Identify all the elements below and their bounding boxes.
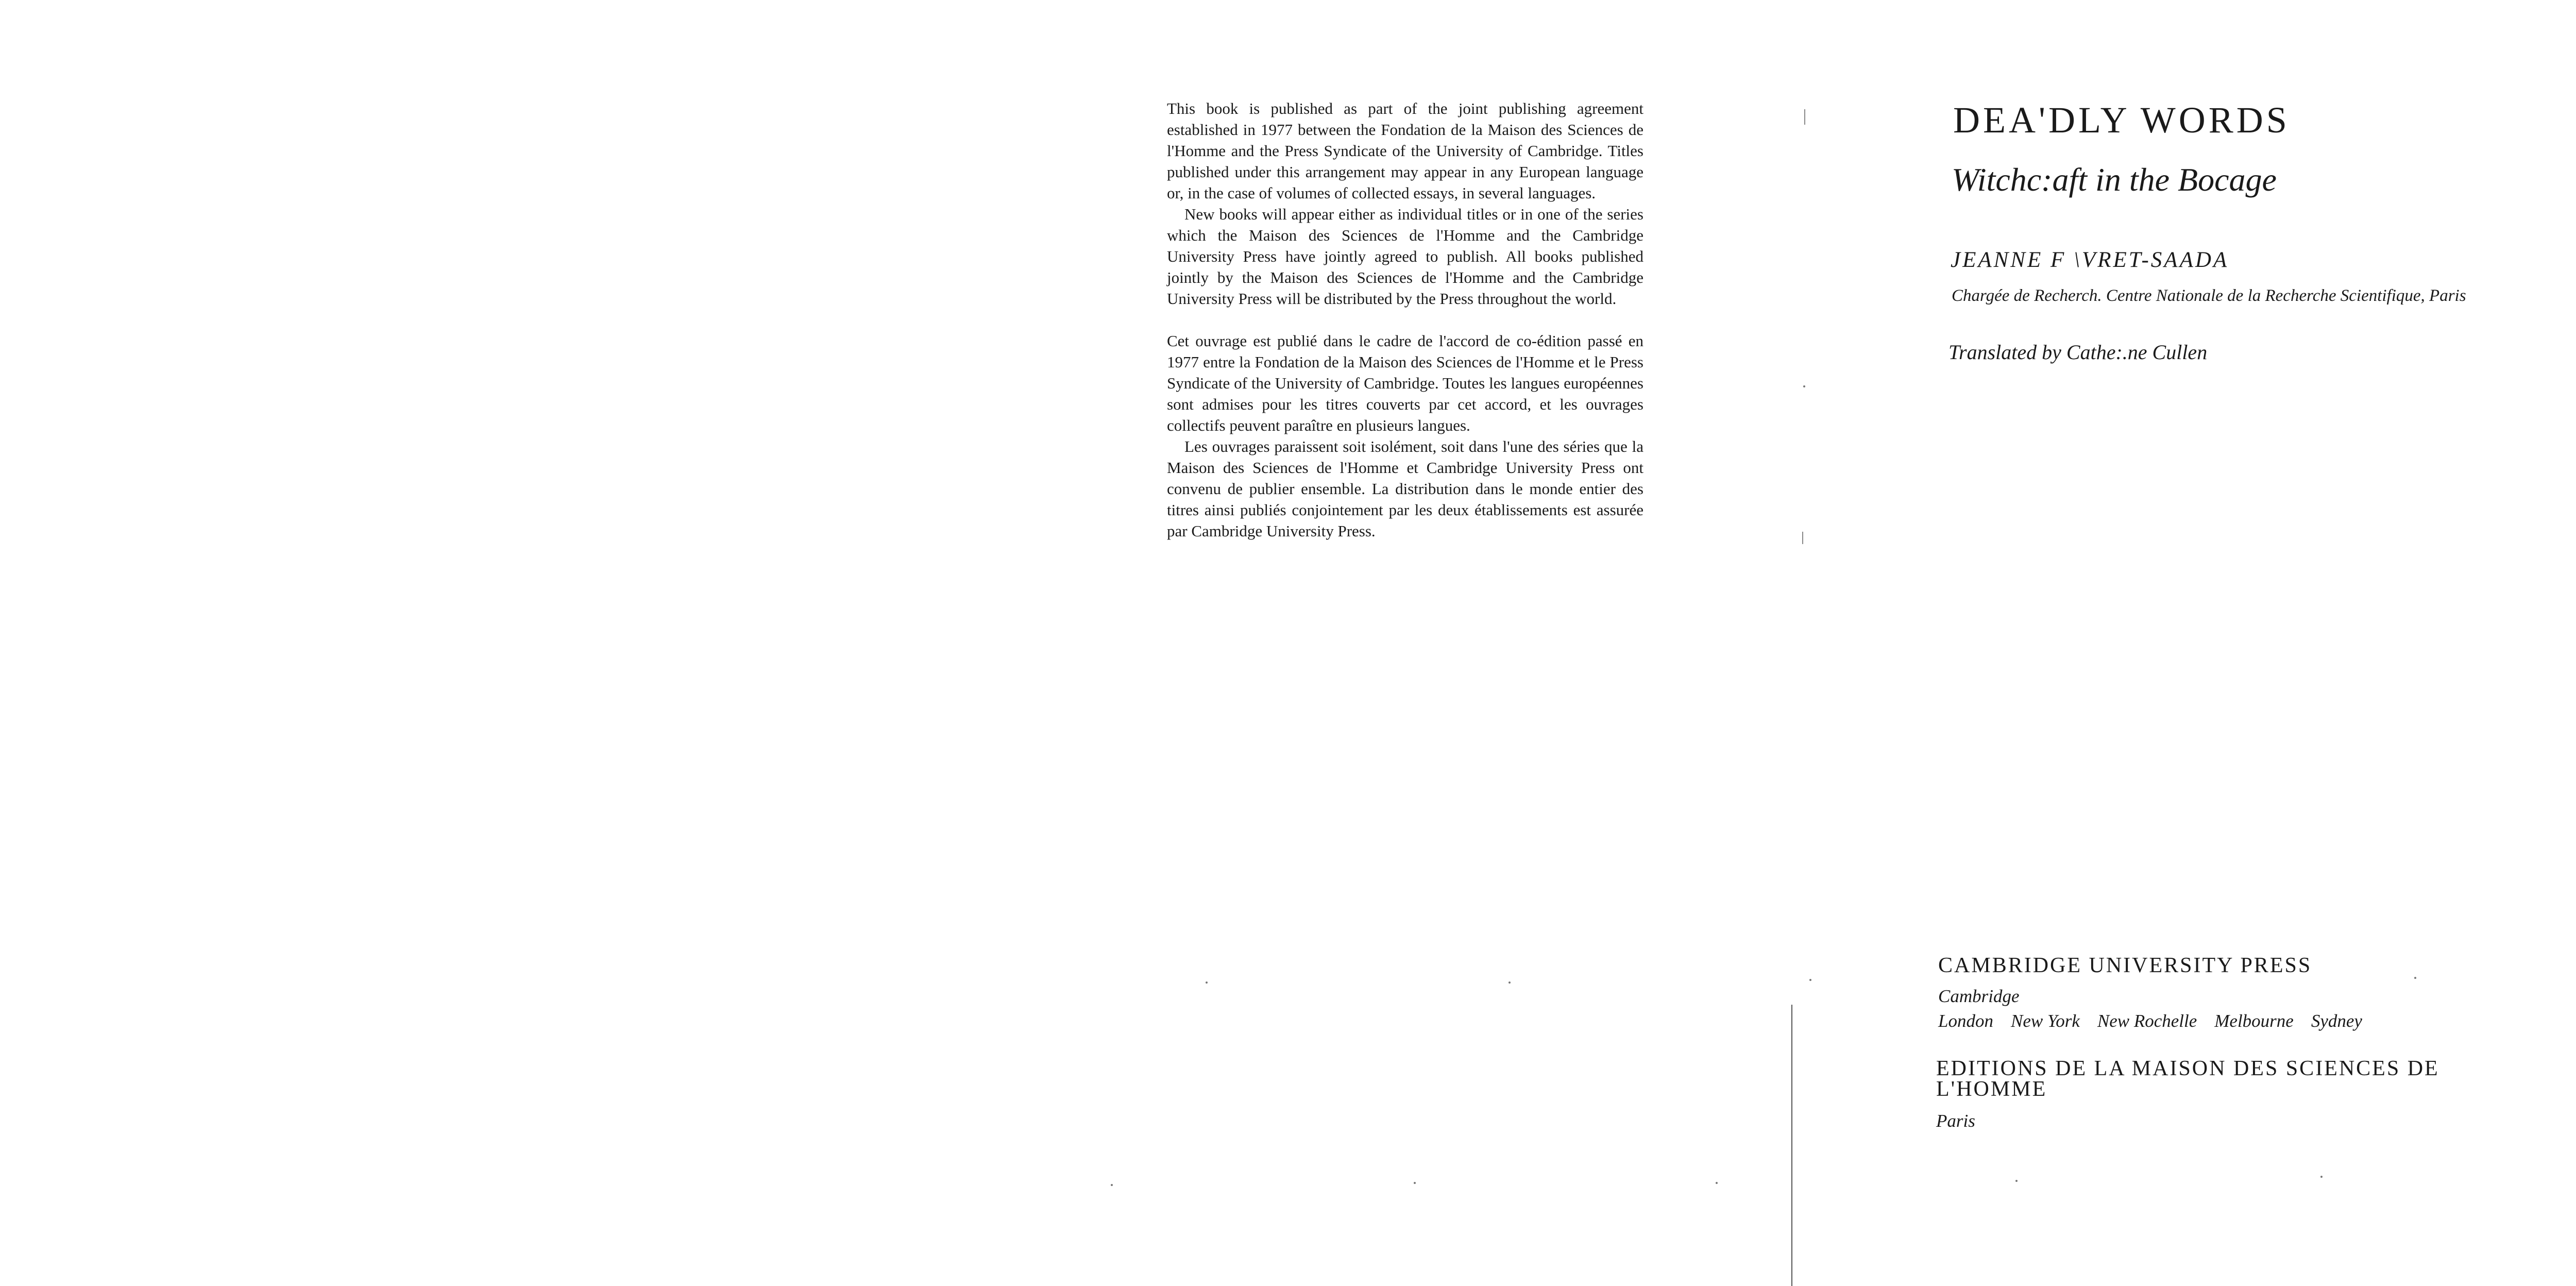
- publisher-city: New Rochelle: [2097, 1011, 2197, 1031]
- notice-paragraph-en-2: New books will appear either as individual titles or in one of the series which the Maison des Sciences de l'Homme and the Cambridge University Press have jointly agreed to publish. All books published jointly by the Maison des Sciences de l'Homme and the Cambridge University Press will be distributed by the Press throughout the world.: [1167, 205, 1643, 308]
- publisher-cambridge-city: Cambridge: [1938, 986, 2020, 1006]
- gutter-mark: [1802, 532, 1803, 544]
- scan-speck: [1509, 982, 1511, 984]
- gutter-line: [1791, 1005, 1792, 1286]
- scan-speck: [1206, 982, 1208, 984]
- author-affiliation: Chargée de Recherch. Centre Nationale de la Recherche Scientifique, Paris: [1952, 286, 2466, 305]
- translator-credit: Translated by Cathe:.ne Cullen: [1948, 341, 2208, 364]
- scan-speck: [1809, 979, 1811, 981]
- notice-paragraph-en-1: This book is published as part of the joint publishing agreement established in 1977 between the Fondation de la Maison des Sciences de l'Homme and the Press Syndicate of the University of Cambridge. Titles published under this arrangement may appear in any European language or, in the case of volumes of collected essays, in several languages.: [1167, 99, 1643, 202]
- scan-speck: [2414, 977, 2416, 979]
- scan-speck: [1803, 385, 1805, 387]
- publisher-cambridge-cities: [1938, 1011, 2362, 1031]
- notice-paragraph-fr-1: Cet ouvrage est publié dans le cadre de l'accord de co-édition passé en 1977 entre la Fondation de la Maison des Sciences de l'Homme et le Press Syndicate of the University of Cambridge. Toutes les langues européennes sont admises pour les titres couverts par cet accord, et les ouvrages collectifs peuvent paraître en plusieurs langues.: [1167, 332, 1643, 434]
- publisher-city: Sydney: [2311, 1011, 2362, 1031]
- author-name: JEANNE F \VRET-SAADA: [1951, 248, 2229, 272]
- publisher-cambridge-name: CAMBRIDGE UNIVERSITY PRESS: [1938, 954, 2312, 977]
- copublishing-notice: [1167, 98, 1643, 542]
- scan-speck: [2320, 1176, 2323, 1178]
- notice-paragraph-fr-2: Les ouvrages paraissent soit isolément, soit dans l'une des séries que la Maison des Sciences de l'Homme et Cambridge University Press ont convenu de publier ensemble. La distribution dans le monde entier des titres ainsi publiés conjointement par les deux établissements est assurée par Cambridge University Press.: [1167, 437, 1643, 540]
- scan-speck: [1716, 1182, 1718, 1184]
- scan-speck: [1414, 1182, 1416, 1184]
- scan-speck: [1111, 1184, 1113, 1186]
- publisher-city: New York: [2010, 1011, 2080, 1031]
- book-subtitle: Witchc:aft in the Bocage: [1952, 161, 2277, 198]
- scan-speck: [2015, 1180, 2018, 1182]
- gutter-mark: [1804, 109, 1805, 125]
- book-title: DEA'DLY WORDS: [1953, 99, 2290, 141]
- publisher-msh-city: Paris: [1936, 1111, 1975, 1131]
- publisher-msh-name: EDITIONS DE LA MAISON DES SCIENCES DE L'HOMME: [1936, 1057, 2439, 1101]
- publisher-city: London: [1938, 1011, 1993, 1031]
- publisher-city: Melbourne: [2214, 1011, 2294, 1031]
